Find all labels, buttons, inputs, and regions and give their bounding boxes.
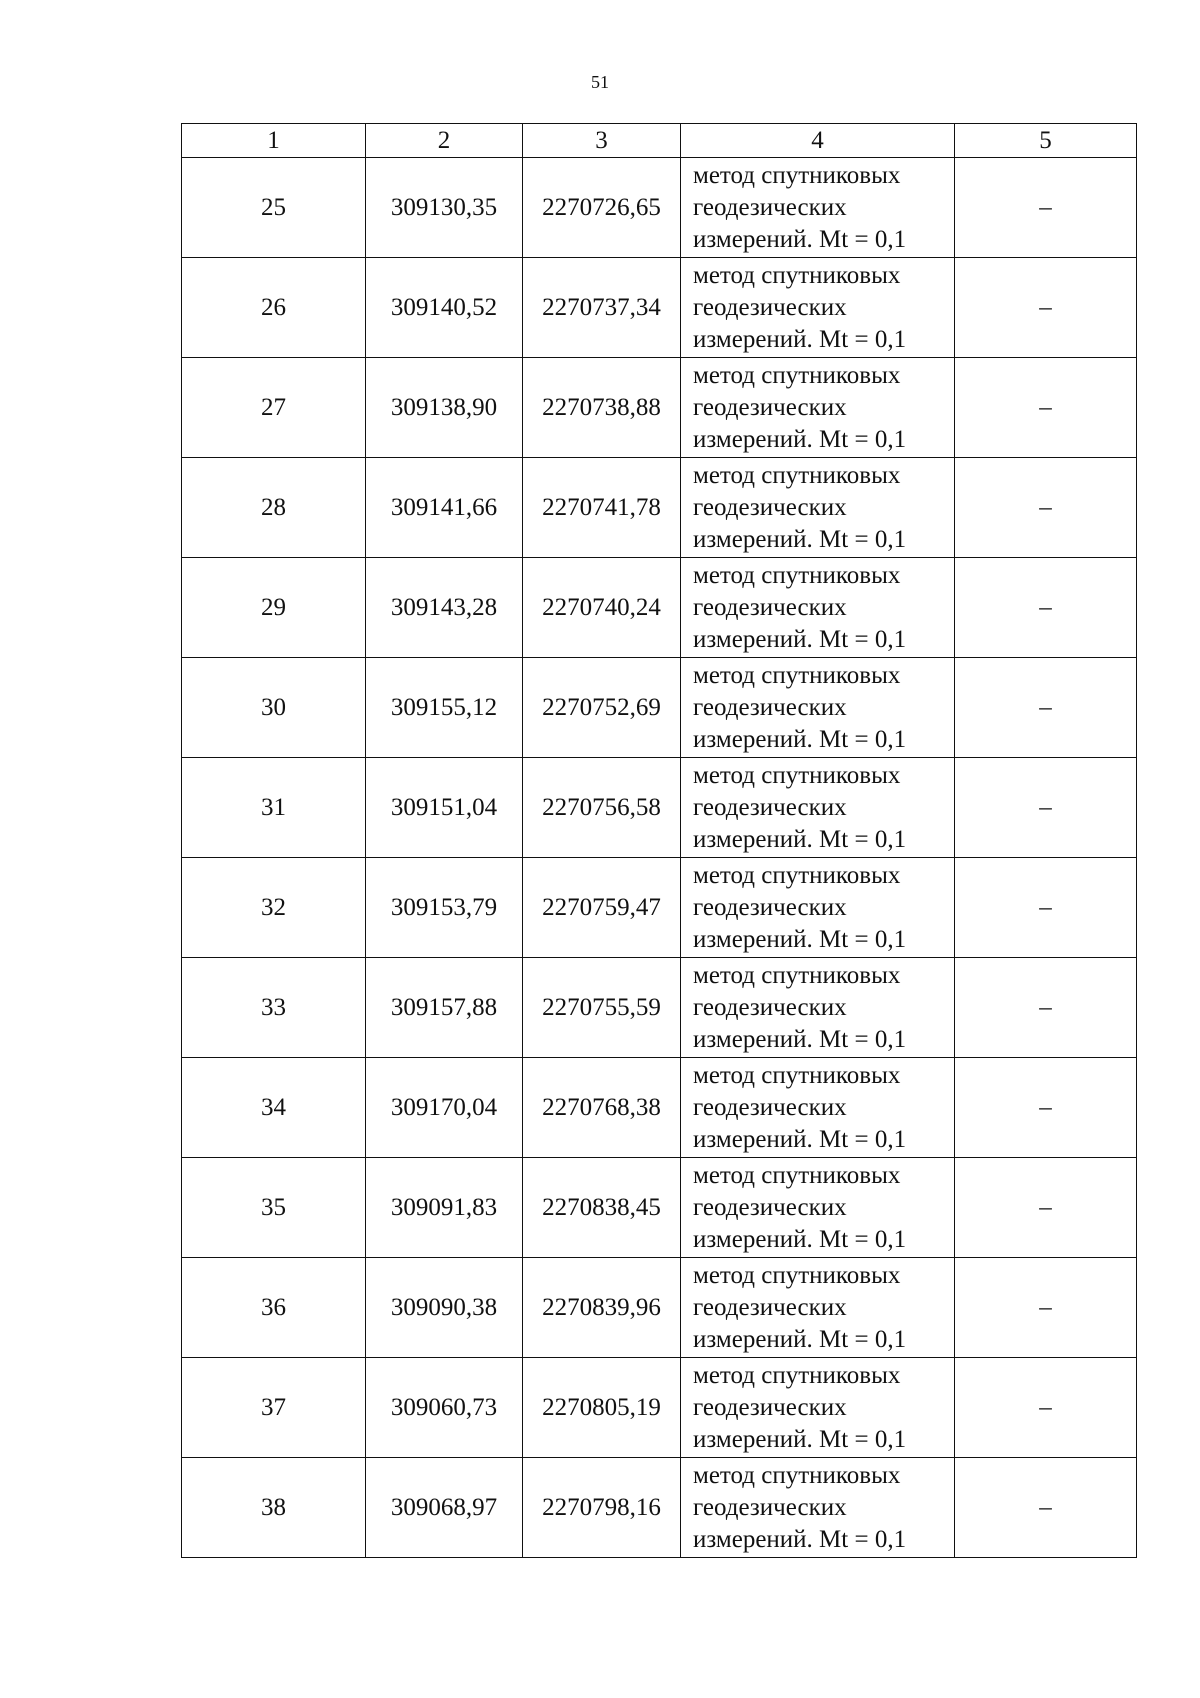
point-number-cell: 34 xyxy=(182,1058,366,1158)
y-coordinate-cell: 2270726,65 xyxy=(523,158,681,258)
method-cell xyxy=(681,558,955,658)
y-coordinate-cell: 2270756,58 xyxy=(523,758,681,858)
y-coordinate-cell: 2270737,34 xyxy=(523,258,681,358)
note-cell: – xyxy=(955,1058,1137,1158)
table-row xyxy=(182,958,1137,1058)
x-coordinate-cell: 309170,04 xyxy=(366,1058,523,1158)
note-cell: – xyxy=(955,458,1137,558)
table-row xyxy=(182,358,1137,458)
method-cell xyxy=(681,958,955,1058)
table-row xyxy=(182,858,1137,958)
x-coordinate-cell: 309151,04 xyxy=(366,758,523,858)
method-line-2: геодезических xyxy=(693,593,847,621)
y-coordinate-cell: 2270798,16 xyxy=(523,1458,681,1558)
x-coordinate-cell: 309091,83 xyxy=(366,1158,523,1258)
table-row xyxy=(182,1458,1137,1558)
x-coordinate-cell: 309068,97 xyxy=(366,1458,523,1558)
method-line-1: метод спутниковых xyxy=(693,761,901,789)
point-number-cell: 36 xyxy=(182,1258,366,1358)
point-number-cell: 25 xyxy=(182,158,366,258)
point-number-cell: 26 xyxy=(182,258,366,358)
note-cell: – xyxy=(955,258,1137,358)
table-row xyxy=(182,158,1137,258)
y-coordinate-cell: 2270805,19 xyxy=(523,1358,681,1458)
method-cell xyxy=(681,658,955,758)
x-coordinate-cell: 309141,66 xyxy=(366,458,523,558)
note-cell: – xyxy=(955,1158,1137,1258)
note-cell: – xyxy=(955,1458,1137,1558)
x-coordinate-cell: 309143,28 xyxy=(366,558,523,658)
x-coordinate-cell: 309060,73 xyxy=(366,1358,523,1458)
note-cell: – xyxy=(955,358,1137,458)
method-line-2: геодезических xyxy=(693,1093,847,1121)
point-number-cell: 38 xyxy=(182,1458,366,1558)
method-line-1: метод спутниковых xyxy=(693,1161,901,1189)
column-header-3: 3 xyxy=(523,124,681,158)
method-line-1: метод спутниковых xyxy=(693,1261,901,1289)
method-cell xyxy=(681,1458,955,1558)
method-line-3: измерений. Mt = 0,1 xyxy=(693,825,907,853)
column-header-2: 2 xyxy=(366,124,523,158)
method-line-1: метод спутниковых xyxy=(693,1061,901,1089)
method-line-3: измерений. Mt = 0,1 xyxy=(693,325,907,353)
y-coordinate-cell: 2270838,45 xyxy=(523,1158,681,1258)
method-line-1: метод спутниковых xyxy=(693,961,901,989)
x-coordinate-cell: 309138,90 xyxy=(366,358,523,458)
method-line-3: измерений. Mt = 0,1 xyxy=(693,1025,907,1053)
y-coordinate-cell: 2270768,38 xyxy=(523,1058,681,1158)
column-header-5: 5 xyxy=(955,124,1137,158)
method-line-2: геодезических xyxy=(693,1493,847,1521)
method-line-3: измерений. Mt = 0,1 xyxy=(693,625,907,653)
note-cell: – xyxy=(955,1258,1137,1358)
method-line-1: метод спутниковых xyxy=(693,1361,901,1389)
method-line-2: геодезических xyxy=(693,1293,847,1321)
method-line-2: геодезических xyxy=(693,1393,847,1421)
note-cell: – xyxy=(955,1358,1137,1458)
method-cell xyxy=(681,158,955,258)
table-row xyxy=(182,258,1137,358)
method-line-2: геодезических xyxy=(693,393,847,421)
table-row xyxy=(182,558,1137,658)
method-line-3: измерений. Mt = 0,1 xyxy=(693,1125,907,1153)
method-line-1: метод спутниковых xyxy=(693,361,901,389)
method-line-2: геодезических xyxy=(693,493,847,521)
column-header-1: 1 xyxy=(182,124,366,158)
y-coordinate-cell: 2270752,69 xyxy=(523,658,681,758)
note-cell: – xyxy=(955,858,1137,958)
method-cell xyxy=(681,358,955,458)
method-line-3: измерений. Mt = 0,1 xyxy=(693,925,907,953)
table-row xyxy=(182,758,1137,858)
point-number-cell: 27 xyxy=(182,358,366,458)
table-row xyxy=(182,1258,1137,1358)
point-number-cell: 33 xyxy=(182,958,366,1058)
method-line-2: геодезических xyxy=(693,193,847,221)
method-cell xyxy=(681,758,955,858)
point-number-cell: 35 xyxy=(182,1158,366,1258)
method-line-1: метод спутниковых xyxy=(693,161,901,189)
point-number-cell: 32 xyxy=(182,858,366,958)
note-cell: – xyxy=(955,658,1137,758)
x-coordinate-cell: 309130,35 xyxy=(366,158,523,258)
y-coordinate-cell: 2270759,47 xyxy=(523,858,681,958)
method-line-2: геодезических xyxy=(693,993,847,1021)
table-row xyxy=(182,458,1137,558)
coordinates-table xyxy=(181,123,1137,1558)
method-line-2: геодезических xyxy=(693,293,847,321)
table-row xyxy=(182,658,1137,758)
method-line-3: измерений. Mt = 0,1 xyxy=(693,1425,907,1453)
method-cell xyxy=(681,1158,955,1258)
point-number-cell: 28 xyxy=(182,458,366,558)
table-row xyxy=(182,1158,1137,1258)
table-row xyxy=(182,1358,1137,1458)
x-coordinate-cell: 309153,79 xyxy=(366,858,523,958)
method-cell xyxy=(681,858,955,958)
method-cell xyxy=(681,458,955,558)
method-cell xyxy=(681,1358,955,1458)
note-cell: – xyxy=(955,958,1137,1058)
method-line-1: метод спутниковых xyxy=(693,461,901,489)
column-header-4: 4 xyxy=(681,124,955,158)
note-cell: – xyxy=(955,558,1137,658)
method-line-3: измерений. Mt = 0,1 xyxy=(693,725,907,753)
method-line-3: измерений. Mt = 0,1 xyxy=(693,1325,907,1353)
method-line-3: измерений. Mt = 0,1 xyxy=(693,525,907,553)
table-header xyxy=(182,124,1137,158)
method-line-2: геодезических xyxy=(693,693,847,721)
method-line-1: метод спутниковых xyxy=(693,661,901,689)
method-line-3: измерений. Mt = 0,1 xyxy=(693,225,907,253)
table-body xyxy=(182,158,1137,1558)
y-coordinate-cell: 2270740,24 xyxy=(523,558,681,658)
method-line-3: измерений. Mt = 0,1 xyxy=(693,1525,907,1553)
point-number-cell: 29 xyxy=(182,558,366,658)
note-cell: – xyxy=(955,158,1137,258)
point-number-cell: 30 xyxy=(182,658,366,758)
point-number-cell: 37 xyxy=(182,1358,366,1458)
method-line-3: измерений. Mt = 0,1 xyxy=(693,1225,907,1253)
point-number-cell: 31 xyxy=(182,758,366,858)
method-line-1: метод спутниковых xyxy=(693,1461,901,1489)
note-cell: – xyxy=(955,758,1137,858)
method-line-2: геодезических xyxy=(693,893,847,921)
method-line-1: метод спутниковых xyxy=(693,561,901,589)
method-cell xyxy=(681,1058,955,1158)
x-coordinate-cell: 309090,38 xyxy=(366,1258,523,1358)
x-coordinate-cell: 309157,88 xyxy=(366,958,523,1058)
method-line-2: геодезических xyxy=(693,793,847,821)
y-coordinate-cell: 2270741,78 xyxy=(523,458,681,558)
method-cell xyxy=(681,1258,955,1358)
x-coordinate-cell: 309155,12 xyxy=(366,658,523,758)
method-cell xyxy=(681,258,955,358)
y-coordinate-cell: 2270738,88 xyxy=(523,358,681,458)
page-number: 51 xyxy=(591,72,609,92)
method-line-1: метод спутниковых xyxy=(693,861,901,889)
method-line-2: геодезических xyxy=(693,1193,847,1221)
header-row xyxy=(182,124,1137,158)
method-line-1: метод спутниковых xyxy=(693,261,901,289)
y-coordinate-cell: 2270755,59 xyxy=(523,958,681,1058)
table-row xyxy=(182,1058,1137,1158)
y-coordinate-cell: 2270839,96 xyxy=(523,1258,681,1358)
method-line-3: измерений. Mt = 0,1 xyxy=(693,425,907,453)
x-coordinate-cell: 309140,52 xyxy=(366,258,523,358)
